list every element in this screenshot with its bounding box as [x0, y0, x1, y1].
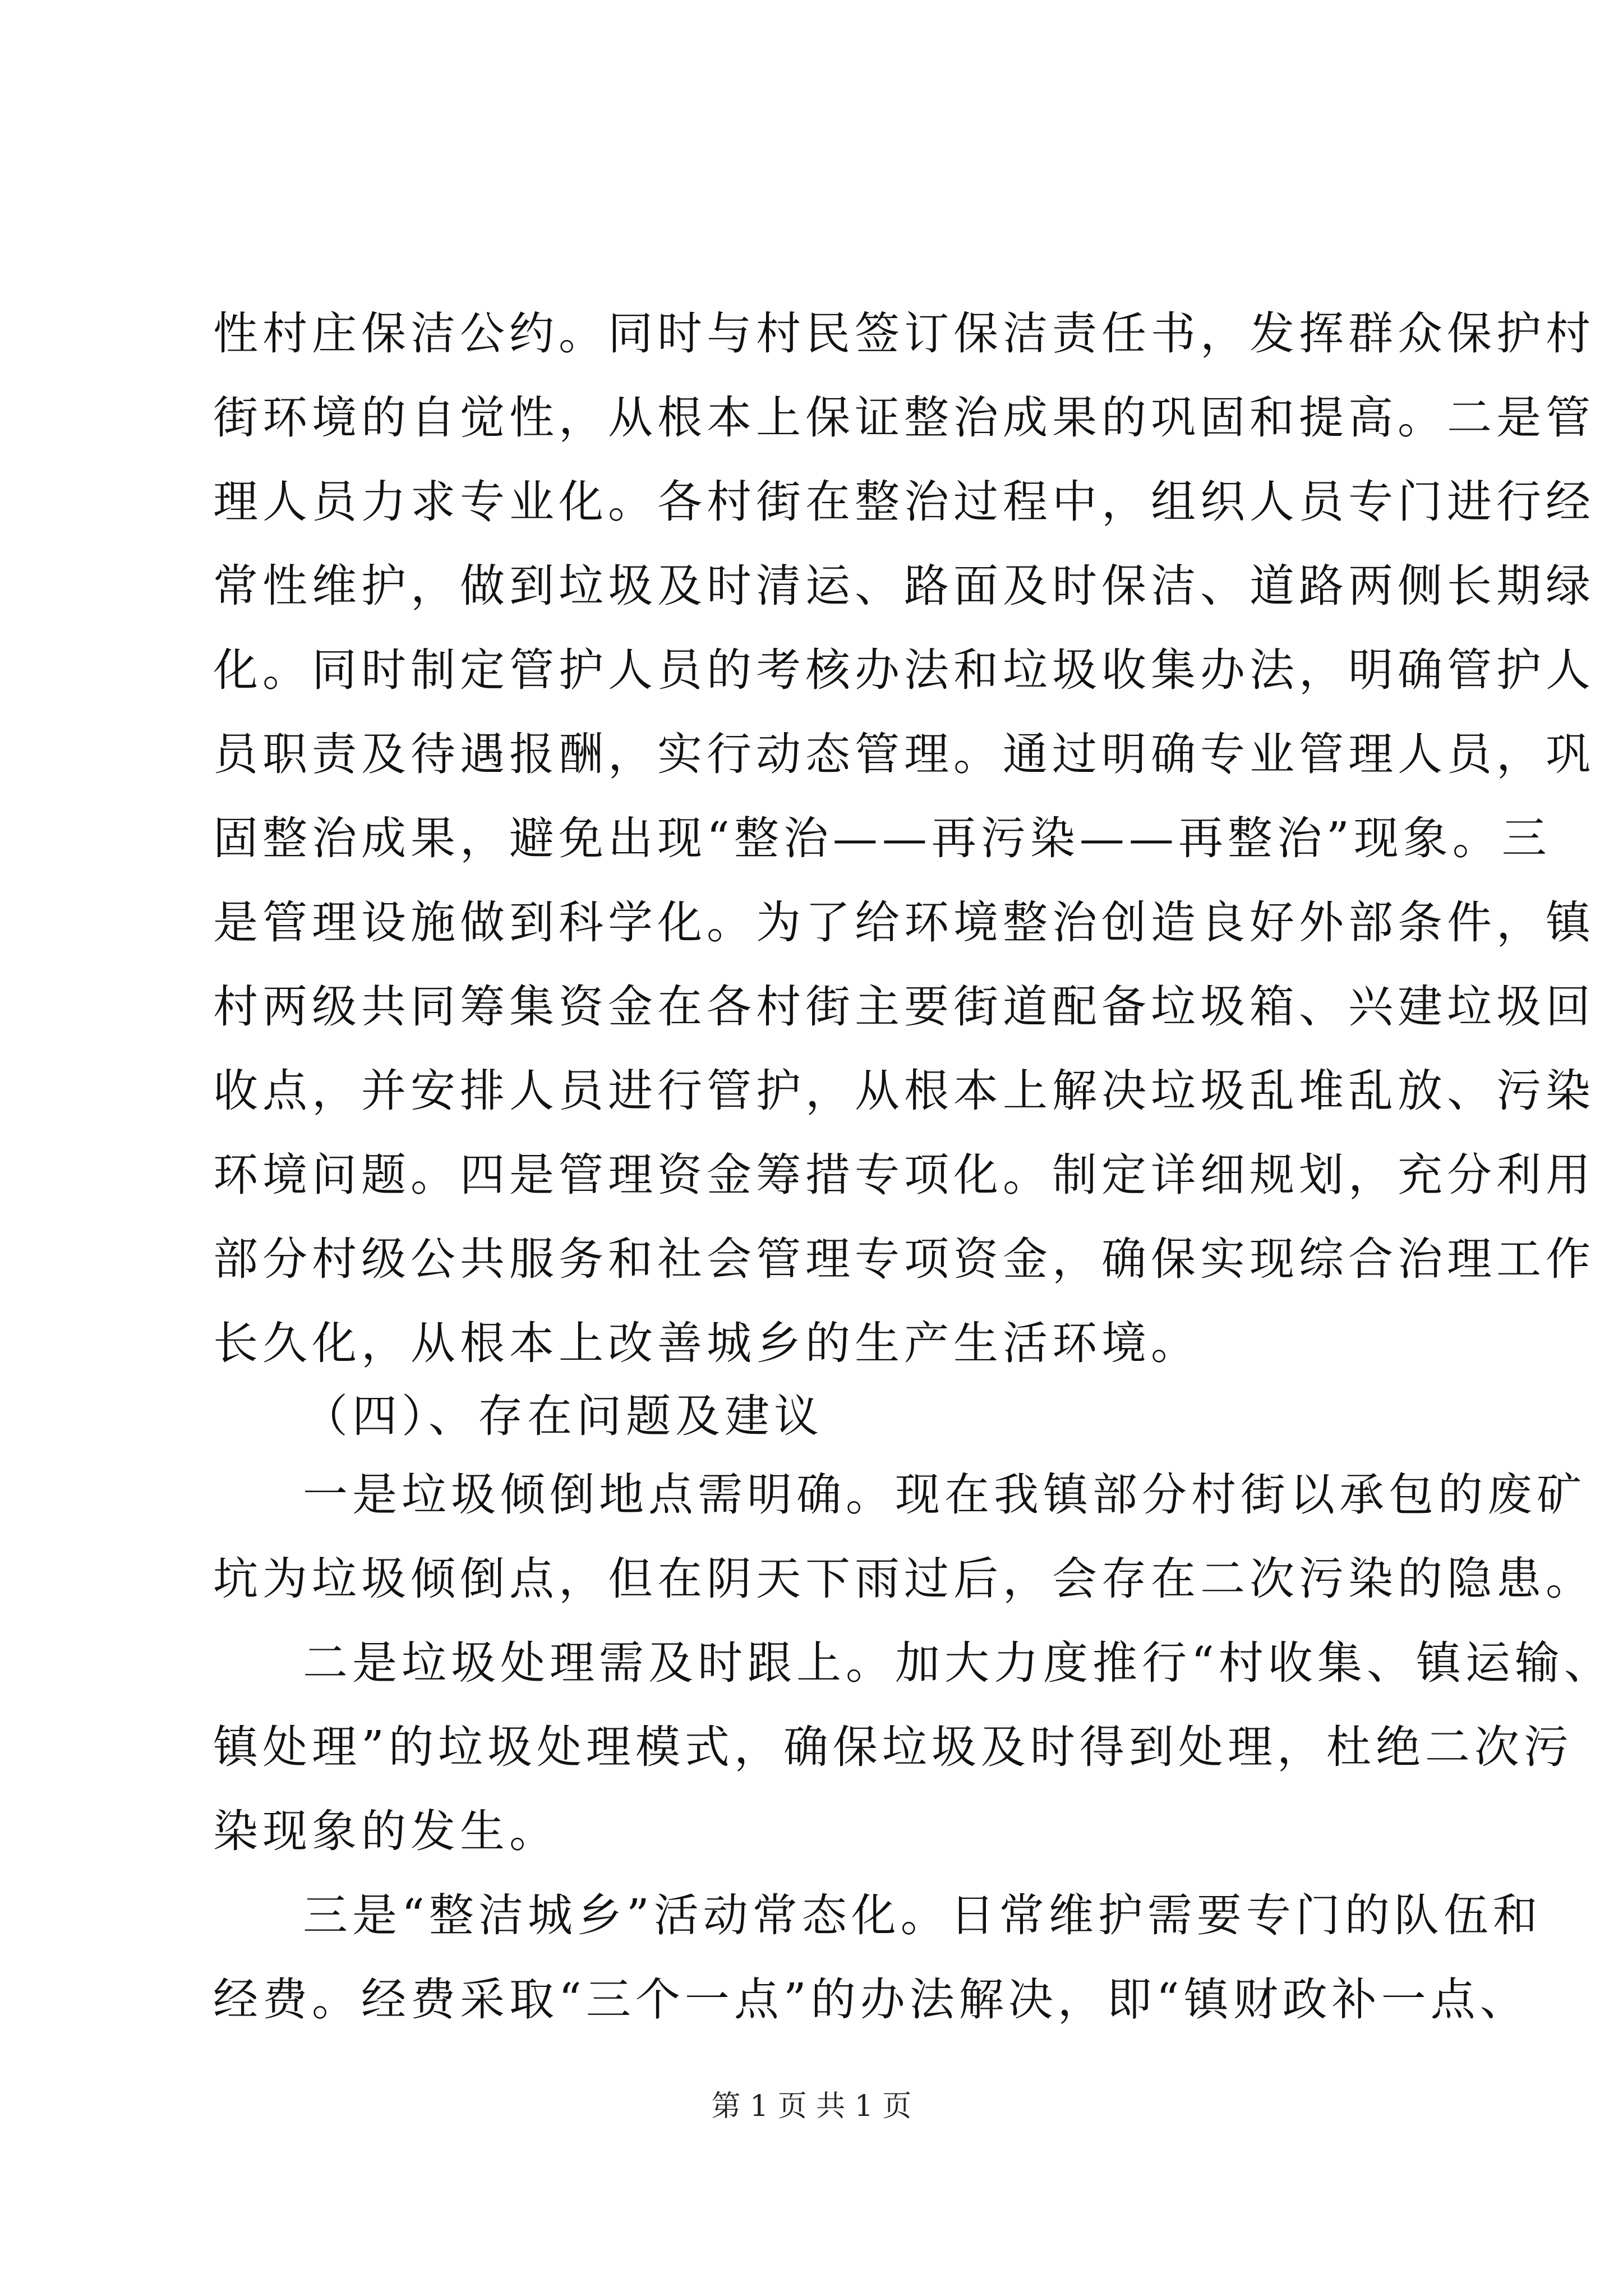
body-line: 固整治成果，避免出现“整治——再污染——再整治”现象。三	[213, 812, 1551, 864]
body-line: 化。同时制定管护人员的考核办法和垃圾收集办法，明确管护人	[213, 644, 1595, 696]
body-line: 理人员力求专业化。各村街在整治过程中，组织人员专门进行经	[213, 476, 1595, 528]
body-line: 收点，并安排人员进行管护，从根本上解决垃圾乱堆乱放、污染	[213, 1065, 1595, 1117]
body-line: 镇处理”的垃圾处理模式，确保垃圾及时得到处理，杜绝二次污	[213, 1721, 1573, 1773]
body-line: 三是“整洁城乡”活动常态化。日常维护需要专门的队伍和	[303, 1889, 1542, 1941]
body-line: 染现象的发生。	[213, 1805, 559, 1857]
section-heading: （四）、存在问题及建议	[303, 1390, 823, 1442]
page-footer: 第 1 页 共 1 页	[711, 2090, 912, 2123]
body-line: 二是垃圾处理需及时跟上。加大力度推行“村收集、镇运输、	[303, 1637, 1613, 1689]
body-line: 是管理设施做到科学化。为了给环境整治创造良好外部条件，镇	[213, 896, 1595, 949]
body-line: 环境问题。四是管理资金筹措专项化。制定详细规划，充分利用	[213, 1149, 1595, 1201]
body-line: 性村庄保洁公约。同时与村民签订保洁责任书，发挥群众保护村	[213, 307, 1595, 360]
body-line: 部分村级公共服务和社会管理专项资金，确保实现综合治理工作	[213, 1233, 1595, 1285]
body-line: 街环境的自觉性，从根本上保证整治成果的巩固和提高。二是管	[213, 392, 1595, 444]
body-line: 经费。经费采取“三个一点”的办法解决，即“镇财政补一点、	[213, 1973, 1529, 2026]
body-line: 常性维护，做到垃圾及时清运、路面及时保洁、道路两侧长期绿	[213, 560, 1595, 612]
body-line: 员职责及待遇报酬，实行动态管理。通过明确专业管理人员，巩	[213, 728, 1595, 780]
body-line: 坑为垃圾倾倒点，但在阴天下雨过后，会存在二次污染的隐患。	[213, 1553, 1595, 1605]
body-line: 长久化，从根本上改善城乡的生产生活环境。	[213, 1317, 1200, 1369]
body-line: 村两级共同筹集资金在各村街主要街道配备垃圾箱、兴建垃圾回	[213, 981, 1595, 1033]
body-line: 一是垃圾倾倒地点需明确。现在我镇部分村街以承包的废矿	[303, 1469, 1586, 1521]
